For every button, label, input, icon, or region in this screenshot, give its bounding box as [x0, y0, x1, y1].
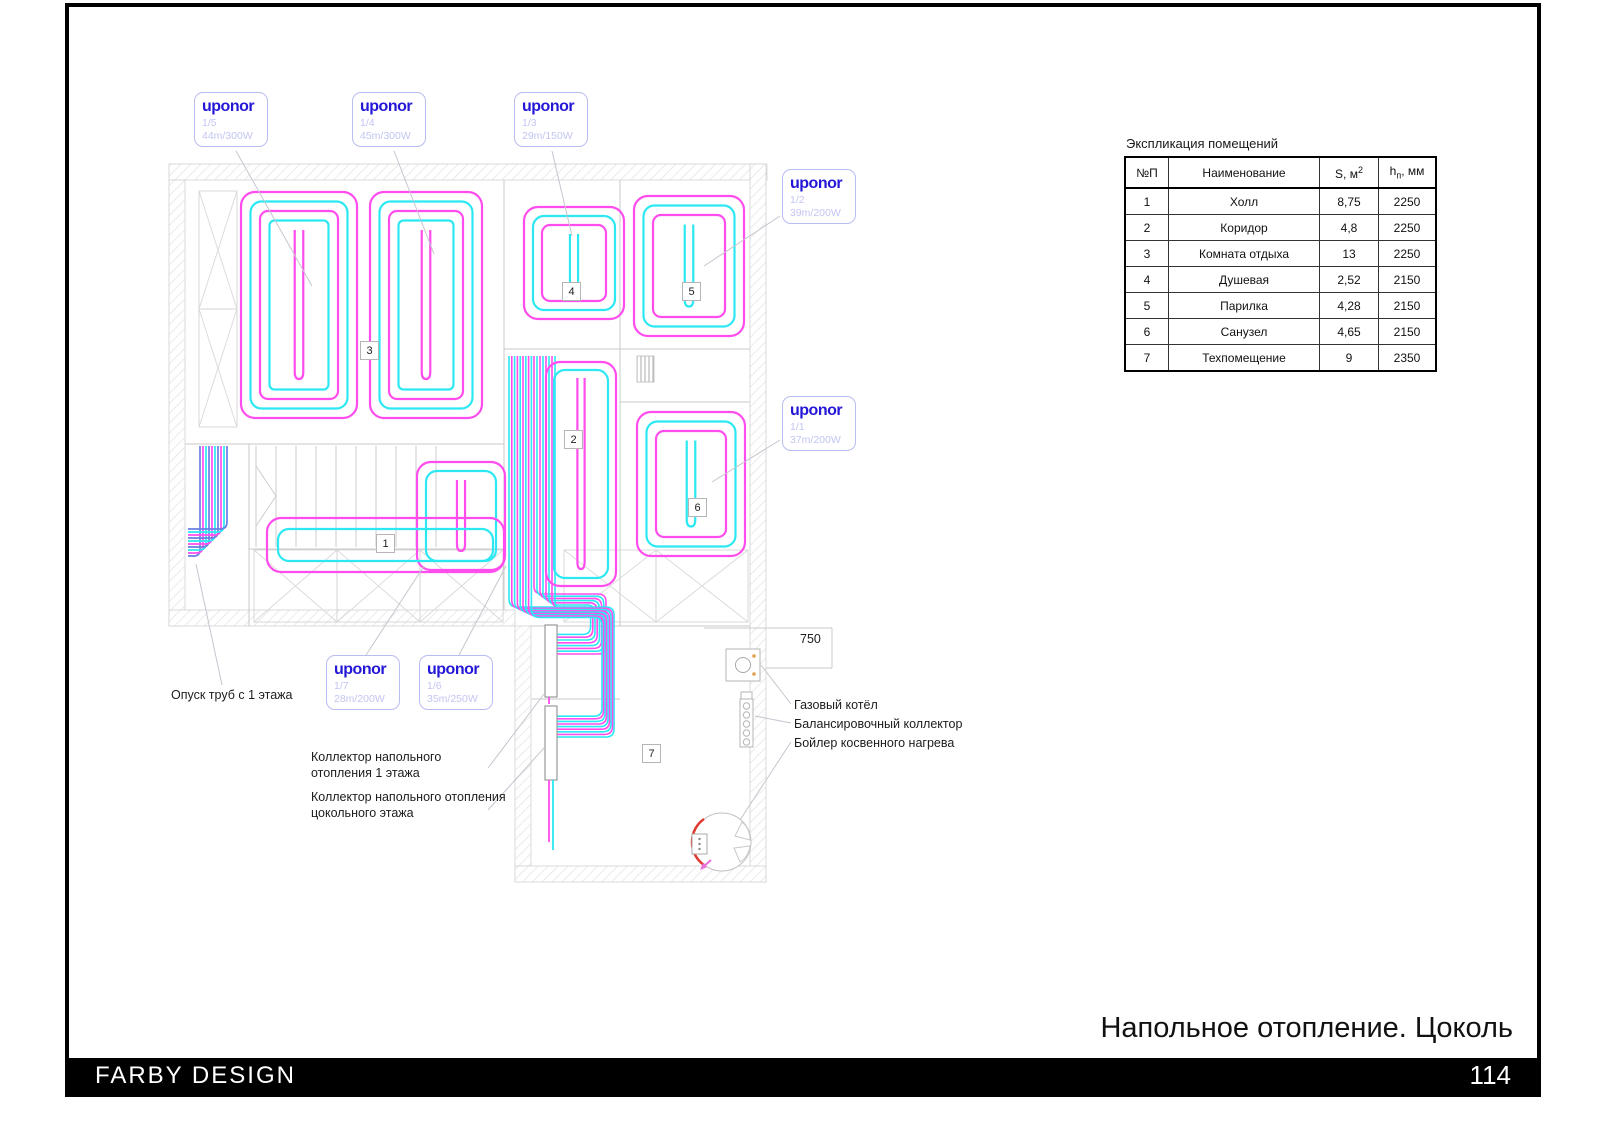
col-num: №П	[1125, 157, 1169, 188]
uponor-label-1-7	[326, 655, 400, 710]
loop-spec: 35m/250W	[427, 693, 478, 706]
schedule-cell: 8,75	[1320, 188, 1379, 215]
uponor-logo: uponor	[427, 661, 480, 678]
schedule-cell: 2250	[1379, 241, 1437, 267]
schedule-row	[1125, 215, 1436, 241]
schedule-header-row	[1125, 157, 1436, 188]
room-tag-2: 2	[564, 430, 583, 449]
schedule-cell: 2150	[1379, 267, 1437, 293]
schedule-row	[1125, 319, 1436, 345]
heating-loops	[241, 192, 745, 586]
schedule-cell: 13	[1320, 241, 1379, 267]
schedule-row	[1125, 241, 1436, 267]
room-tag-4: 4	[562, 282, 581, 301]
schedule-cell: Комната отдыха	[1169, 241, 1320, 267]
loop-id: 1/7	[334, 680, 349, 692]
sheet-title: Напольное отопление. Цоколь	[1100, 1012, 1513, 1044]
schedule-cell: 4	[1125, 267, 1169, 293]
uponor-logo: uponor	[202, 98, 255, 115]
loop-spec: 44m/300W	[202, 130, 253, 143]
annotation-collector-2: Коллектор напольного отопления цокольного этажа	[311, 790, 506, 821]
annotation-collector-1: Коллектор напольного отопления 1 этажа	[311, 750, 442, 781]
schedule-cell: Парилка	[1169, 293, 1320, 319]
uponor-logo: uponor	[360, 98, 413, 115]
schedule-cell: Санузел	[1169, 319, 1320, 345]
schedule-row	[1125, 267, 1436, 293]
loop-spec: 28m/200W	[334, 693, 385, 706]
schedule-body	[1125, 188, 1436, 371]
uponor-label-1-4	[352, 92, 426, 147]
uponor-label-1-1	[782, 396, 856, 451]
schedule-cell: 5	[1125, 293, 1169, 319]
schedule-cell: 3	[1125, 241, 1169, 267]
footer-bar	[69, 1058, 1537, 1093]
dimension-750: 750	[800, 632, 821, 646]
schedule-row	[1125, 345, 1436, 372]
annotation-gas-boiler: Газовый котёл	[794, 698, 878, 712]
room-tag-3: 3	[360, 341, 379, 360]
col-name: Наименование	[1169, 157, 1320, 188]
uponor-label-1-3	[514, 92, 588, 147]
loop-spec: 39m/200W	[790, 207, 841, 220]
loop-id: 1/5	[202, 117, 217, 129]
uponor-logo: uponor	[790, 402, 843, 419]
schedule-cell: 2	[1125, 215, 1169, 241]
schedule-cell: 6	[1125, 319, 1169, 345]
brand-name: FARBY DESIGN	[95, 1061, 296, 1089]
loop-spec: 29m/150W	[522, 130, 573, 143]
annotation-balancing-collector: Балансировочный коллектор	[794, 717, 963, 731]
uponor-logo: uponor	[790, 175, 843, 192]
room-schedule-table	[1124, 156, 1437, 372]
loop-id: 1/3	[522, 117, 537, 129]
schedule-row	[1125, 188, 1436, 215]
uponor-label-1-5	[194, 92, 268, 147]
col-height: $h_п$, мм	[1379, 157, 1437, 188]
schedule-cell: 4,28	[1320, 293, 1379, 319]
uponor-label-1-6	[419, 655, 493, 710]
schedule-cell: 2250	[1379, 188, 1437, 215]
schedule-cell: 9	[1320, 345, 1379, 372]
schedule-cell: 2250	[1379, 215, 1437, 241]
annotation-indirect-boiler: Бойлер косвенного нагрева	[794, 736, 955, 750]
leader-lines	[196, 151, 791, 820]
schedule-cell: Душевая	[1169, 267, 1320, 293]
loop-id: 1/6	[427, 680, 442, 692]
uponor-logo: uponor	[334, 661, 387, 678]
loop-id: 1/4	[360, 117, 375, 129]
loop-spec: 45m/300W	[360, 130, 411, 143]
room-tag-6: 6	[688, 498, 707, 517]
schedule-cell: 4,8	[1320, 215, 1379, 241]
schedule-row	[1125, 293, 1436, 319]
loop-id: 1/1	[790, 421, 805, 433]
schedule-cell: Техпомещение	[1169, 345, 1320, 372]
room-tag-1: 1	[376, 534, 395, 553]
schedule-cell: Холл	[1169, 188, 1320, 215]
schedule-cell: 2,52	[1320, 267, 1379, 293]
uponor-logo: uponor	[522, 98, 575, 115]
annotation-pipe-drop: Опуск труб с 1 этажа	[171, 688, 293, 702]
room-tag-7: 7	[642, 744, 661, 763]
loop-id: 1/2	[790, 194, 805, 206]
collectors	[545, 625, 557, 850]
room-tag-5: 5	[682, 282, 701, 301]
schedule-cell: 2150	[1379, 293, 1437, 319]
page-number: 114	[1469, 1060, 1511, 1090]
schedule-title: Экспликация помещений	[1126, 136, 1279, 151]
loop-spec: 37m/200W	[790, 434, 841, 447]
schedule-cell: 2350	[1379, 345, 1437, 372]
schedule-cell: 1	[1125, 188, 1169, 215]
col-area: S, $м^2$	[1320, 157, 1379, 188]
uponor-label-1-2	[782, 169, 856, 224]
sheet-frame	[65, 3, 1541, 1097]
schedule-cell: Коридор	[1169, 215, 1320, 241]
schedule-cell: 7	[1125, 345, 1169, 372]
schedule-cell: 4,65	[1320, 319, 1379, 345]
schedule-cell: 2150	[1379, 319, 1437, 345]
